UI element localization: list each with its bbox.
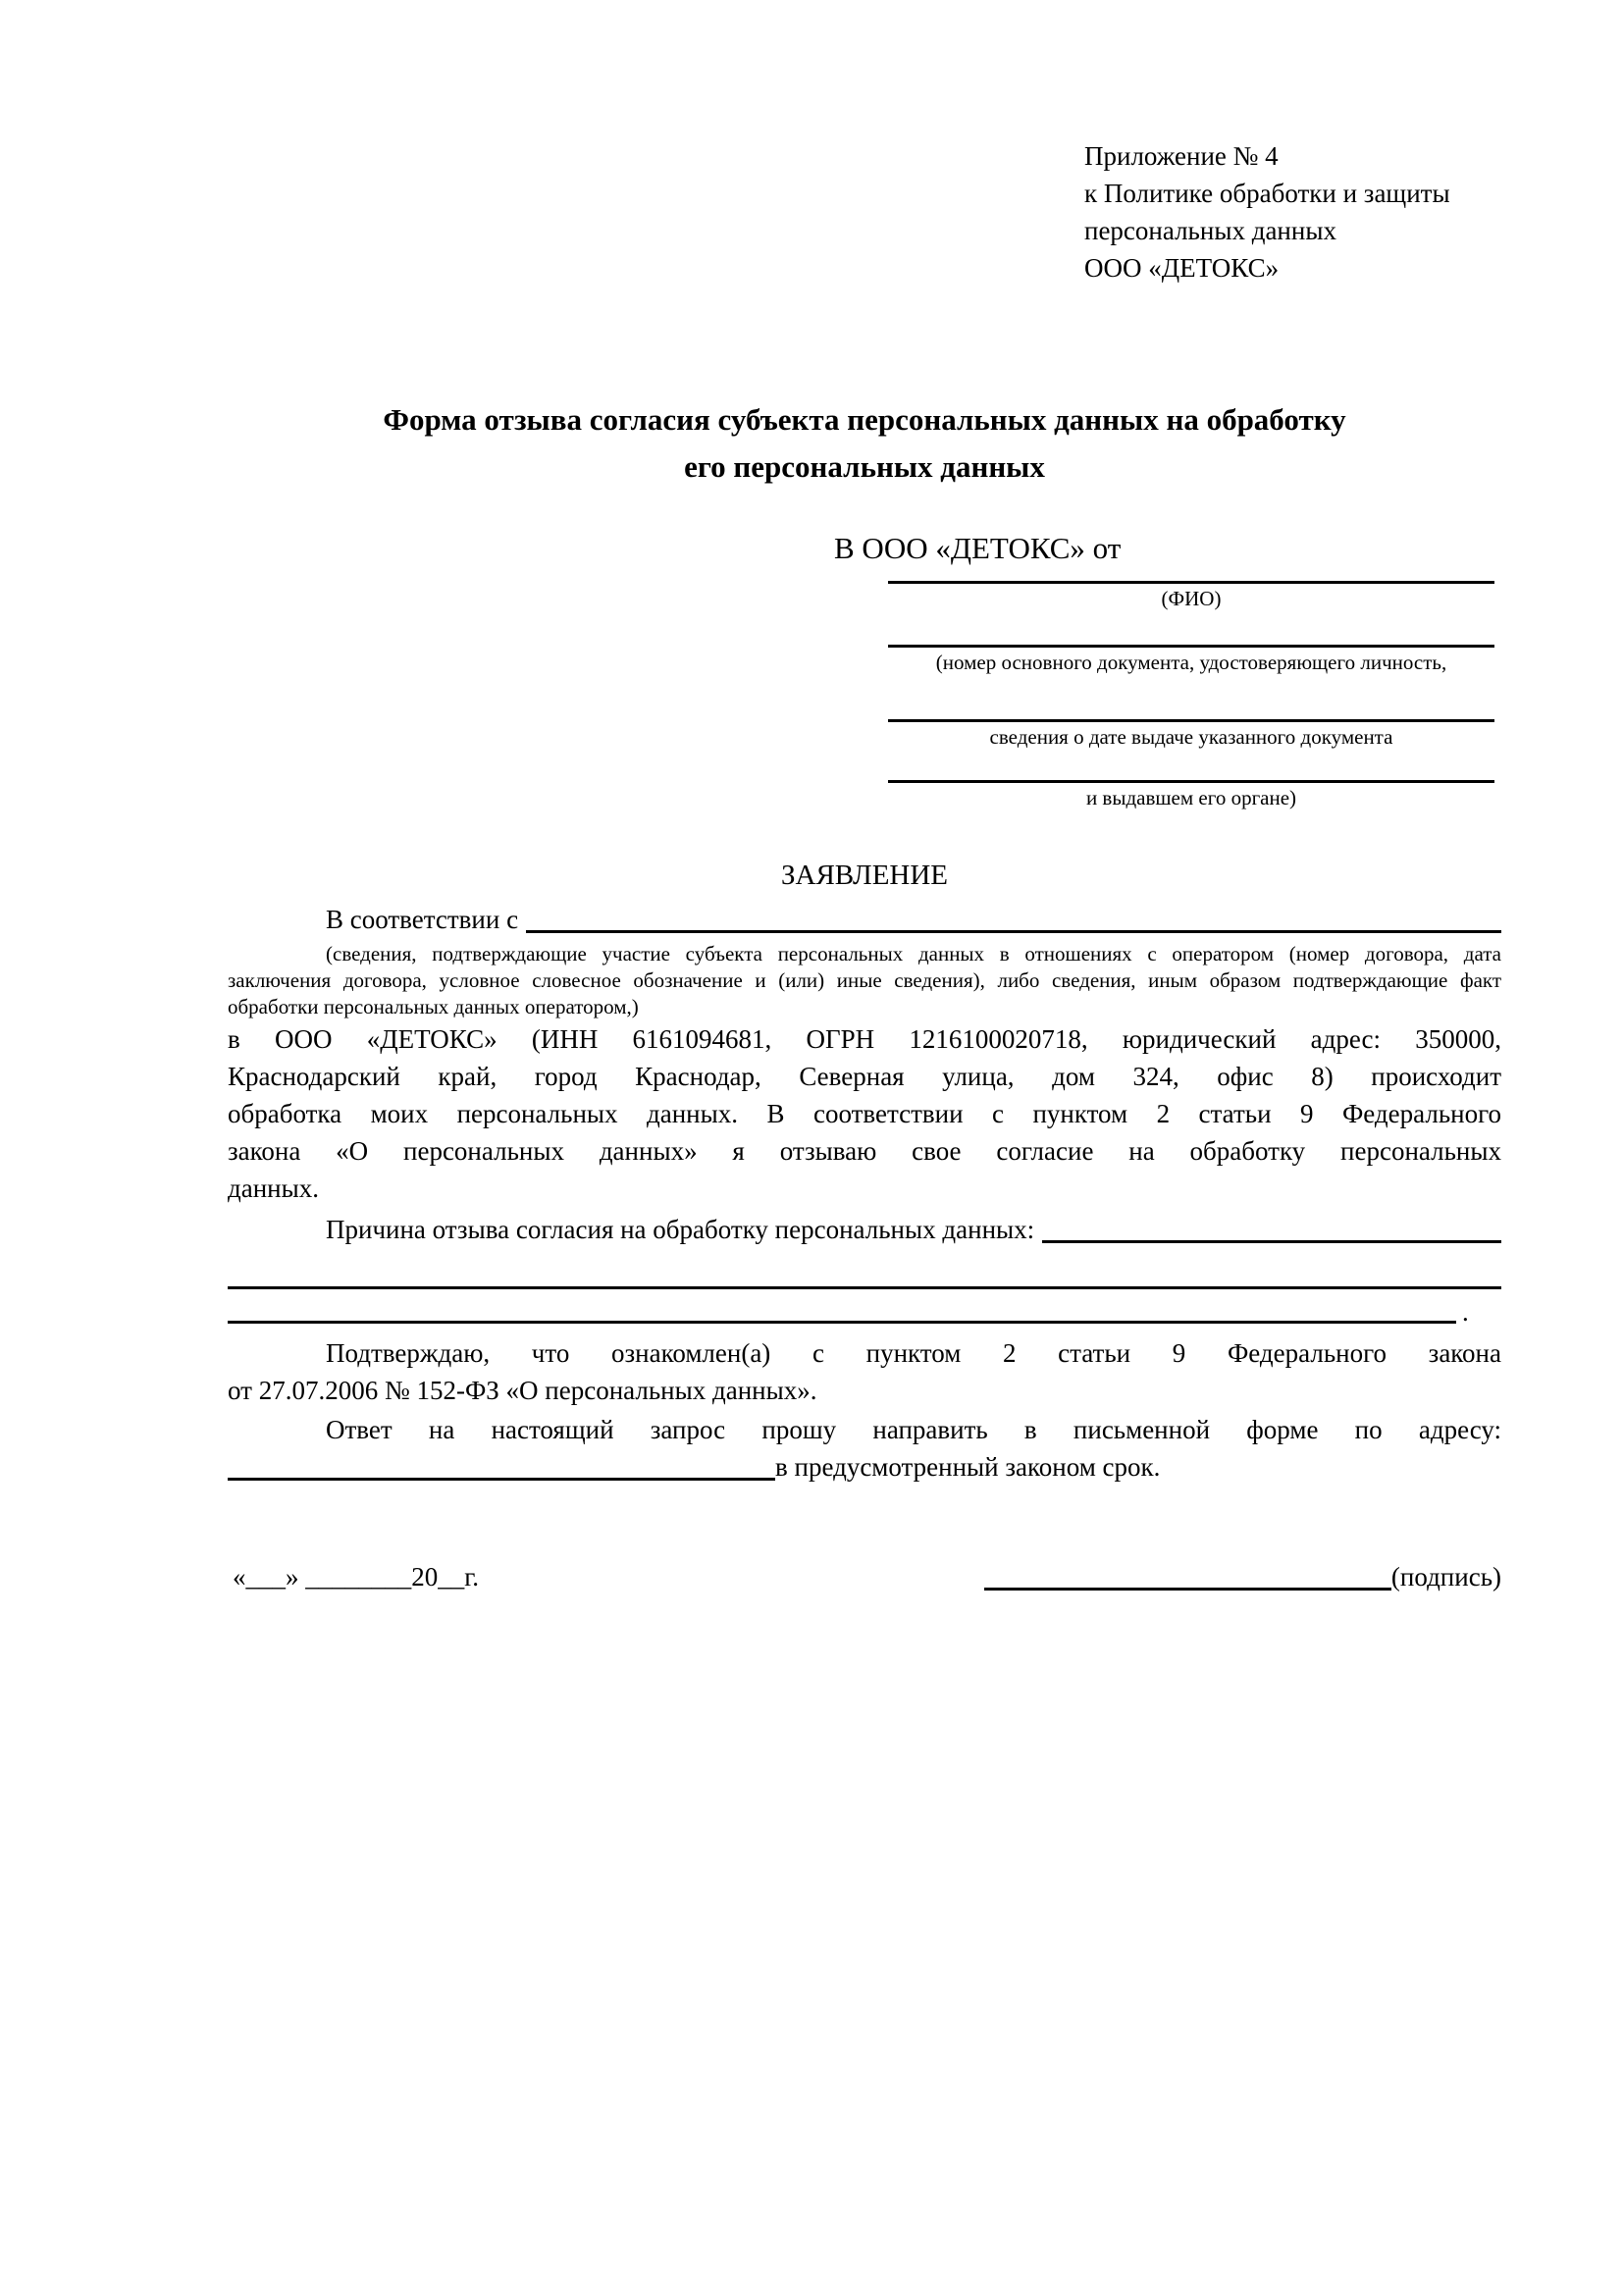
recipient-line: В ООО «ДЕТОКС» от [834,531,1122,565]
caption-issuing-authority: и выдавшем его органе) [1085,786,1297,809]
caption-fio: (ФИО) [1161,587,1222,610]
footer-spacer [479,1558,984,1595]
confirmation-line-2: от 27.07.2006 № 152-ФЗ «О персональных данных». [228,1376,817,1405]
confirmation-line-1: Подтверждаю, что ознакомлен(а) с пунктом 2 статьи 9 Федерального закона [326,1338,1501,1368]
blank-line-document-number [888,645,1494,648]
body-line-1: в ООО «ДЕТОКС» (ИНН 6161094681, ОГРН 1216100020718, юридический адрес: 350000, [228,1024,1501,1054]
caption-document-number: (номер основного документа, удостоверяющего личность, [935,651,1447,674]
blank-line-reason [1042,1211,1501,1243]
body-line-4: закона «О персональных данных» я отзываю свое согласие на обработку персональных [228,1136,1501,1166]
reply-row [228,1411,1501,1448]
body-line-3: обработка моих персональных данных. В соответствии с пунктом 2 статьи 9 Федерального [228,1099,1501,1128]
reply-address-row [228,1448,1501,1486]
fine-print-line-2: заключения договора, условное словесное обозначение и (или) иные сведения), либо сведения, иным образом подтверждающие факт [228,968,1501,992]
signature-blank-line [984,1558,1391,1591]
fine-print-line-3: обработки персональных данных оператором,) [228,995,639,1018]
appendix-header [1084,137,1450,287]
confirmation-paragraph [228,1334,1501,1409]
header-line-3: персональных данных [1084,216,1336,245]
blank-line-address [228,1448,775,1481]
statement-heading: ЗАЯВЛЕНИЕ [780,860,949,891]
body-line-2: Краснодарский край, город Краснодар, Северная улица, дом 324, офис 8) происходит [228,1062,1501,1091]
accordance-prefix: В соответствии с [326,905,519,934]
reply-line: Ответ на настоящий запрос прошу направить в письменной форме по адресу: [326,1415,1501,1444]
fine-print-line-1: (сведения, подтверждающие участие субъекта персональных данных в отношениях с оператором (номер договора, дата [326,942,1501,965]
title-line-2: его персональных данных [684,449,1045,484]
footer-row [228,1558,1501,1595]
blank-line-terminator: . [1462,1297,1469,1327]
reply-suffix: в предусмотренный законом срок. [775,1452,1161,1482]
caption-issue-date: сведения о дате выдаче указанного документа [989,725,1393,749]
blank-line-reason-3 [228,1321,1456,1324]
blank-line-name [888,581,1494,584]
blank-line-reason-2 [228,1286,1501,1289]
header-line-2: к Политике обработки и защиты [1084,179,1450,208]
blank-line-issuing-authority [888,780,1494,783]
fine-print [228,941,1501,1020]
reason-row [228,1211,1501,1248]
header-line-4: ООО «ДЕТОКС» [1084,253,1280,283]
signature-caption: (подпись) [1390,1562,1501,1592]
accordance-row [228,901,1501,938]
reason-label: Причина отзыва согласия на обработку персональных данных: [326,1215,1035,1244]
title-line-1: Форма отзыва согласия субъекта персональных данных на обработку [383,402,1346,437]
document-title [228,396,1501,491]
date-blank: «___» ________20__г. [233,1562,480,1592]
blank-line-issue-date [888,719,1494,722]
body-paragraph [228,1020,1501,1207]
body-line-5: данных. [228,1174,320,1203]
header-line-1: Приложение № 4 [1084,141,1279,171]
blank-line-accordance [526,901,1501,933]
